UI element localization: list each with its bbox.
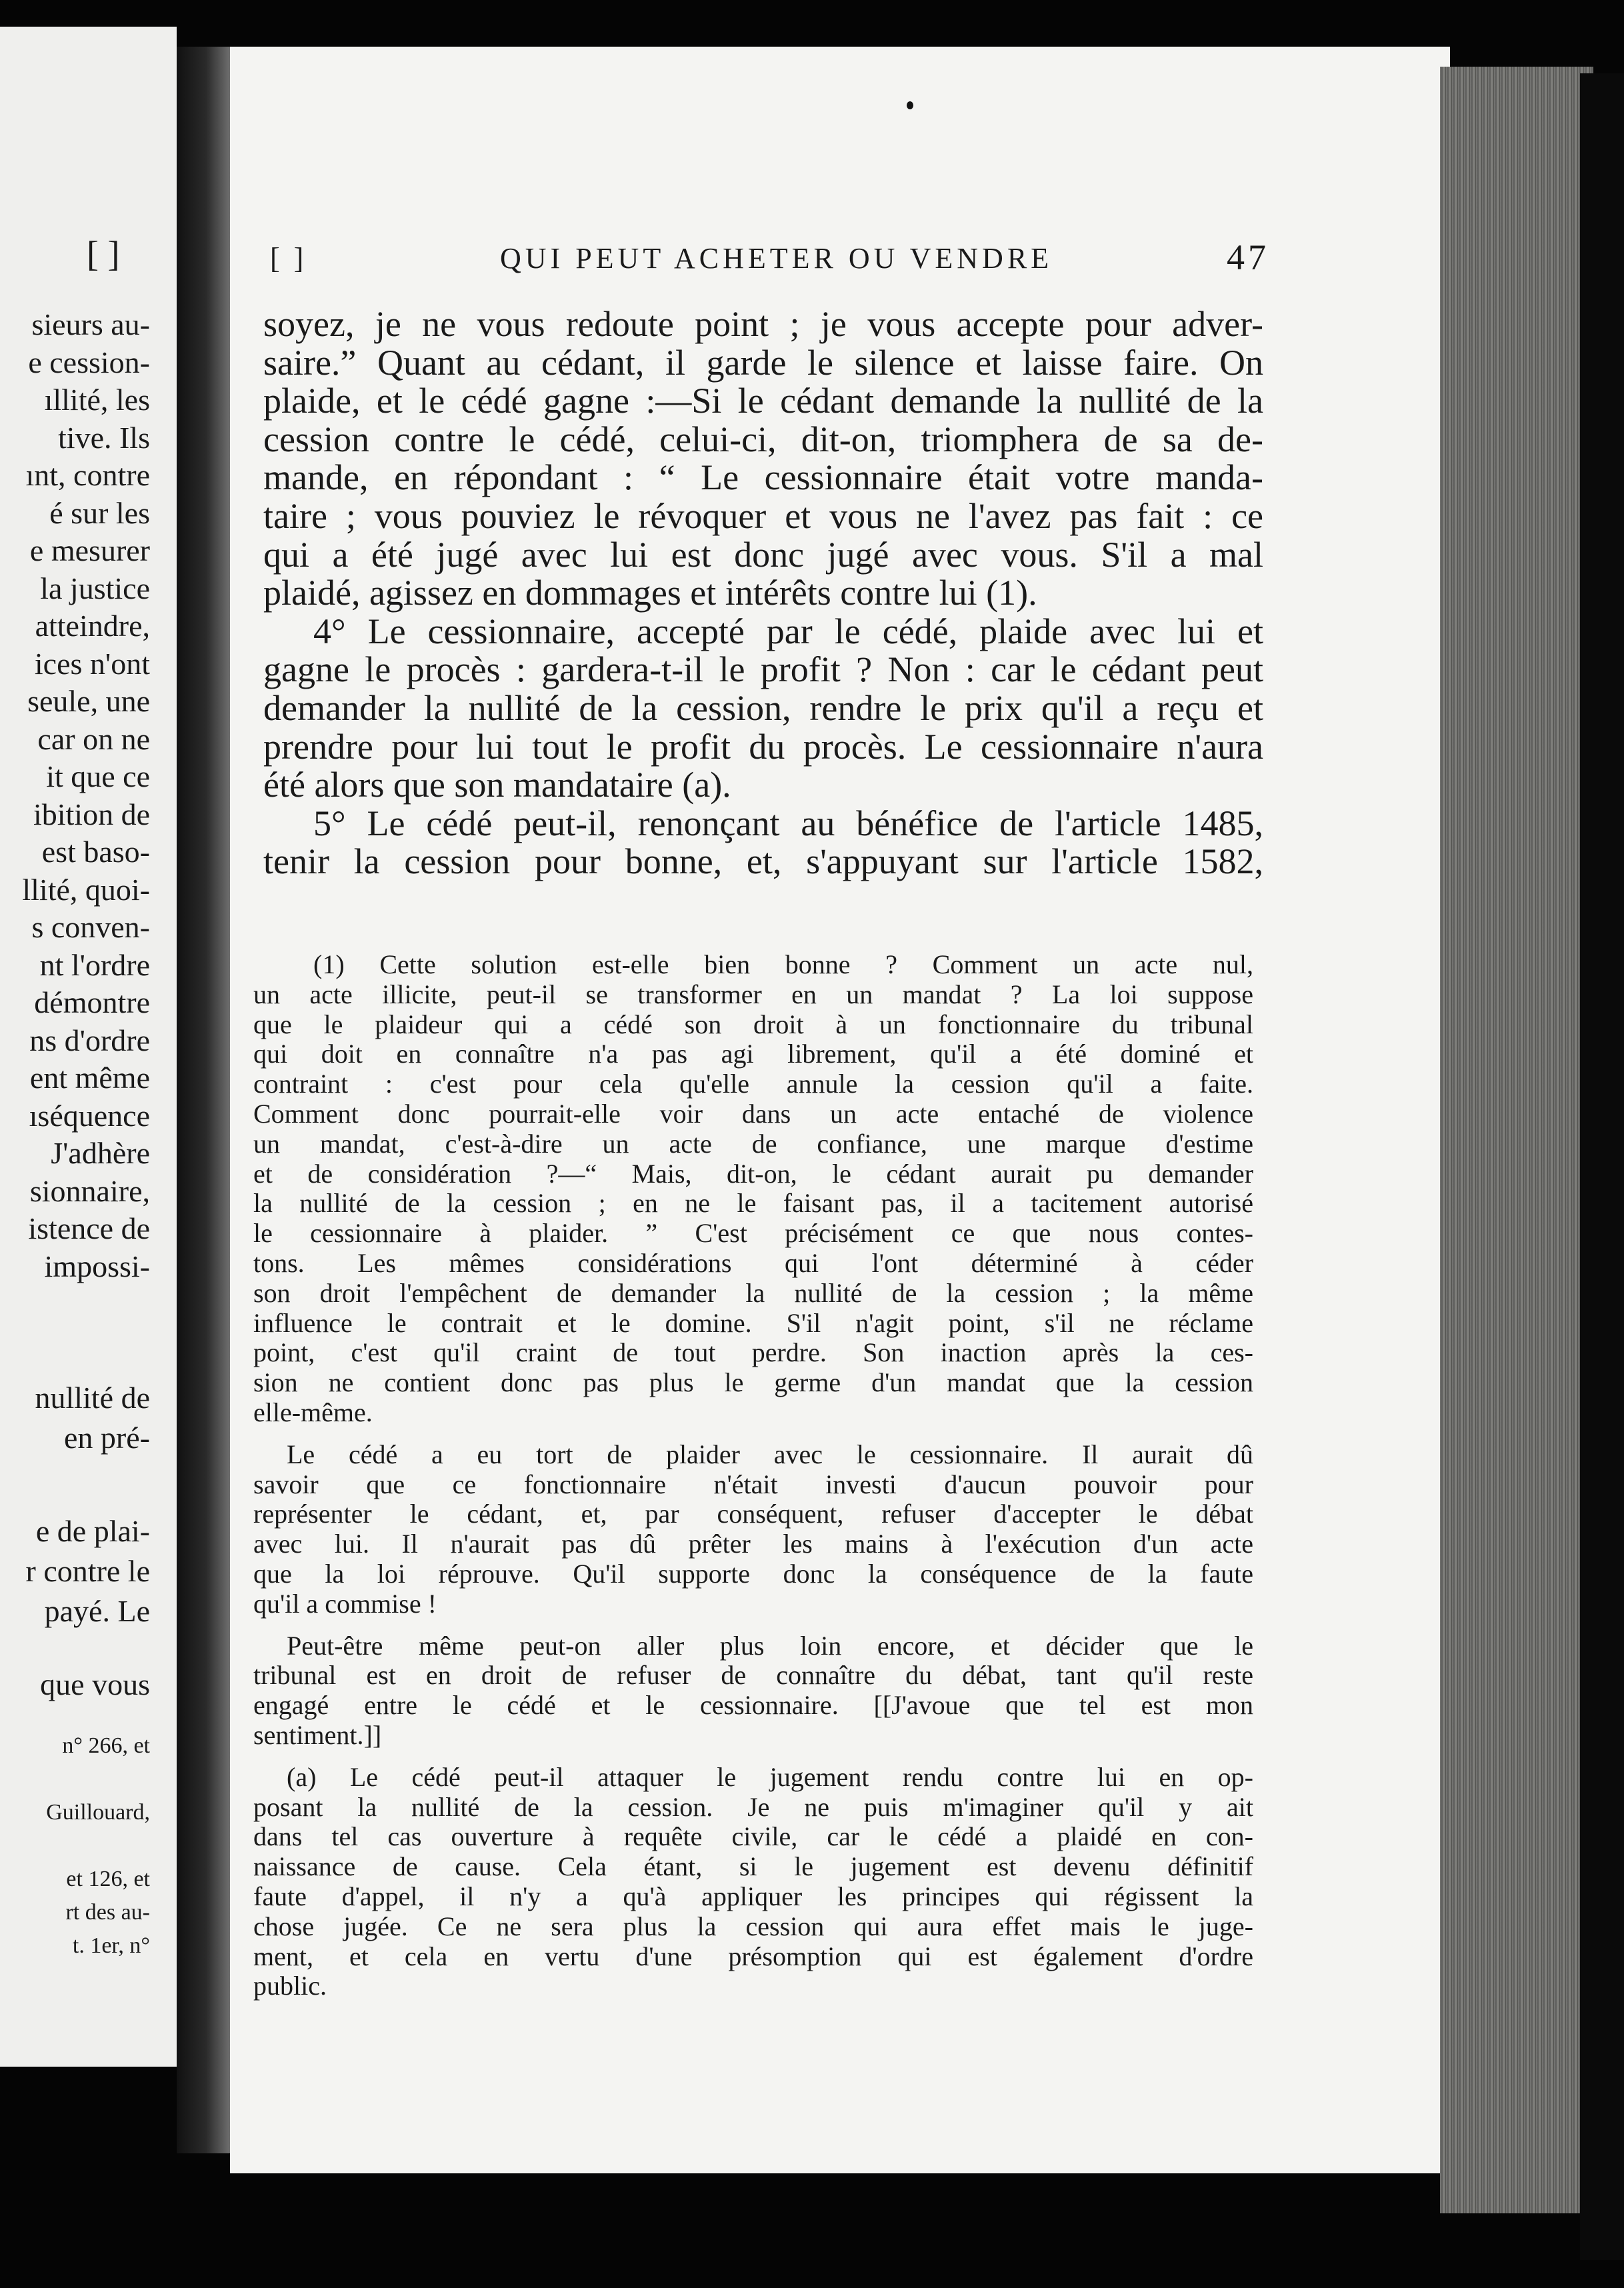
- left-page-footnote-line: et 126, et: [66, 1867, 150, 1891]
- footnote-line: avec lui. Il n'aurait pas dû prêter les mains à l'exécution d'un acte: [253, 1529, 1253, 1559]
- footnote-line: naissance de cause. Cela étant, si le jugement est devenu définitif: [253, 1851, 1253, 1882]
- body-line: taire ; vous pouviez le révoquer et vous ne l'avez pas fait : ce: [263, 496, 1263, 536]
- left-page-footnote-line: rt des au-: [65, 1900, 150, 1925]
- left-page-line: seule, une: [27, 684, 150, 718]
- header-bracket: [ ]: [270, 242, 307, 275]
- ink-speck: [907, 101, 913, 109]
- left-page-line: payé. Le: [44, 1594, 150, 1628]
- footnote-line: savoir que ce fonctionnaire n'était investi d'aucun pouvoir pour: [253, 1469, 1253, 1499]
- left-page-line: e mesurer: [29, 533, 150, 567]
- footnote-line: un mandat, c'est-à-dire un acte de confiance, une marque d'estime: [253, 1128, 1253, 1159]
- body-line: qui a été jugé avec lui est donc jugé avec vous. S'il a mal: [263, 534, 1263, 575]
- footnote-line: elle-même.: [253, 1397, 373, 1427]
- left-page-line: s conven-: [31, 910, 150, 944]
- body-line: gagne le procès : gardera-t-il le profit ? Non : car le cédant peut: [263, 649, 1263, 690]
- page-edges: [1440, 67, 1593, 2213]
- left-page-line: tive. Ils: [58, 420, 150, 455]
- left-page-footnote-line: n° 266, et: [62, 1733, 150, 1758]
- footnote-line: engagé entre le cédé et le cessionnaire. [[J'avoue que tel est mon: [253, 1690, 1253, 1721]
- body-line: plaide, et le cédé gagne :—Si le cédant demande la nullité de la: [263, 381, 1263, 421]
- footnote-line: (a) Le cédé peut-il attaquer le jugement rendu contre lui en op-: [287, 1761, 1253, 1792]
- footnote-line: son droit l'empêchent de demander la nullité de la cession ; la même: [253, 1277, 1253, 1308]
- book-edge-shadow: [1580, 73, 1624, 2260]
- left-page-line: ınt, contre: [25, 458, 150, 492]
- body-line: mande, en répondant : “ Le cessionnaire était votre manda-: [263, 457, 1263, 498]
- footnote-line: qu'il a commise !: [253, 1588, 437, 1619]
- left-page-line: sionnaire,: [29, 1173, 150, 1208]
- footnote-line: que la loi réprouve. Qu'il supporte donc la conséquence de la faute: [253, 1559, 1253, 1589]
- left-page-line: la justice: [40, 571, 150, 605]
- left-page-line: e de plai-: [35, 1514, 150, 1548]
- footnote-line: et de considération ?—“ Mais, dit-on, le cédant aurait pu demander: [253, 1158, 1253, 1189]
- body-line: cession contre le cédé, celui-ci, dit-on, triomphera de sa de-: [263, 419, 1263, 459]
- body-line: prendre pour lui tout le profit du procès. Le cessionnaire n'aura: [263, 726, 1263, 767]
- left-page-line: démontre: [34, 985, 150, 1019]
- left-page-line: e cession-: [28, 345, 150, 379]
- left-page-footnote-line: t. 1er, n°: [72, 1933, 150, 1958]
- left-page-line: nt l'ordre: [39, 947, 150, 982]
- footnote-line: le cessionnaire à plaider. ” C'est précisément ce que nous contes-: [253, 1218, 1253, 1249]
- footnote-line: tons. Les mêmes considérations qui l'ont déterminé à céder: [253, 1248, 1253, 1278]
- left-page-line: ıllité, les: [44, 383, 150, 417]
- footnote-line: (1) Cette solution est-elle bien bonne ? Comment un acte nul,: [313, 949, 1253, 979]
- footnote-line: que le plaideur qui a cédé son droit à un fonctionnaire du tribunal: [253, 1009, 1253, 1039]
- body-line: demander la nullité de la cession, rendre le prix qu'il a reçu et: [263, 688, 1263, 728]
- footnote-line: représenter le cédant, et, par conséquent, refuser d'accepter le débat: [253, 1499, 1253, 1529]
- footnote-line: dans tel cas ouverture à requête civile, car le cédé a plaidé en con-: [253, 1821, 1253, 1852]
- body-line: soyez, je ne vous redoute point ; je vous accepte pour adver-: [263, 304, 1263, 344]
- left-page-bracket: [ ]: [87, 234, 120, 274]
- left-page-line: ns d'ordre: [29, 1023, 150, 1057]
- footnote-line: posant la nullité de la cession. Je ne puis m'imaginer qu'il y ait: [253, 1791, 1253, 1822]
- page-number: 47: [1227, 237, 1269, 277]
- footnote-line: sion ne contient donc pas plus le germe d'un mandat que la cession: [253, 1367, 1253, 1398]
- footnote-line: la nullité de la cession ; en ne le faisant pas, il a tacitement autorisé: [253, 1188, 1253, 1219]
- body-line: 5° Le cédé peut-il, renonçant au bénéfice de l'article 1485,: [313, 803, 1263, 843]
- footnote-line: Le cédé a eu tort de plaider avec le cessionnaire. Il aurait dû: [287, 1439, 1253, 1469]
- footnote-line: point, c'est qu'il craint de tout perdre. Son inaction après la ces-: [253, 1337, 1253, 1368]
- left-page-line: llité, quoi-: [22, 872, 150, 907]
- footnote-line: ment, et cela en vertu d'une présomption qui est également d'ordre: [253, 1941, 1253, 1971]
- left-page-line: impossi-: [44, 1249, 150, 1283]
- running-title: QUI PEUT ACHETER OU VENDRE: [500, 242, 1053, 275]
- footnote-line: chose jugée. Ce ne sera plus la cession qui aura effet mais le juge-: [253, 1911, 1253, 1941]
- footnote-line: tribunal est en droit de refuser de connaître du débat, tant qu'il reste: [253, 1660, 1253, 1691]
- footnote-line: qui doit en connaître n'a pas agi librement, qu'il a été dominé et: [253, 1039, 1253, 1069]
- left-page-line: sieurs au-: [31, 307, 150, 341]
- left-page-line: istence de: [28, 1211, 150, 1245]
- left-page-line: ices n'ont: [34, 646, 150, 681]
- left-page-line: est baso-: [41, 835, 150, 869]
- body-line: tenir la cession pour bonne, et, s'appuyant sur l'article 1582,: [263, 841, 1263, 882]
- body-line: saire.” Quant au cédant, il garde le silence et laisse faire. On: [263, 342, 1263, 383]
- left-page-line: nullité de: [35, 1381, 150, 1415]
- left-page-line: it que ce: [46, 759, 150, 793]
- footnote-line: public.: [253, 1971, 327, 2001]
- body-line: été alors que son mandataire (a).: [263, 765, 731, 805]
- left-page-line: J'adhère: [51, 1136, 150, 1170]
- left-page-line: é sur les: [49, 495, 150, 530]
- left-page-footnote-line: Guillouard,: [46, 1800, 150, 1825]
- left-page-line: ıséquence: [29, 1098, 150, 1133]
- left-page-line: r contre le: [25, 1554, 150, 1588]
- body-line: plaidé, agissez en dommages et intérêts contre lui (1).: [263, 573, 1037, 613]
- left-page-line: que vous: [40, 1667, 150, 1701]
- footnote-line: faute d'appel, il n'y a qu'à appliquer les principes qui régissent la: [253, 1881, 1253, 1911]
- left-page-line: ibition de: [33, 797, 150, 831]
- body-line: 4° Le cessionnaire, accepté par le cédé, plaide avec lui et: [313, 611, 1263, 651]
- left-page-fragment: [0, 27, 177, 2067]
- footnote-line: Comment donc pourrait-elle voir dans un acte entaché de violence: [253, 1099, 1253, 1129]
- footnote-line: contraint : c'est pour cela qu'elle annule la cession qu'il a faite.: [253, 1069, 1253, 1099]
- footnote-line: un acte illicite, peut-il se transformer en un mandat ? La loi suppose: [253, 979, 1253, 1009]
- left-page-line: atteindre,: [35, 609, 150, 643]
- footnote-line: influence le contrait et le domine. S'il n'agit point, s'il ne réclame: [253, 1307, 1253, 1338]
- footnote-line: sentiment.]]: [253, 1720, 382, 1750]
- footnote-line: Peut-être même peut-on aller plus loin encore, et décider que le: [287, 1630, 1253, 1661]
- left-page-line: en pré-: [64, 1421, 150, 1455]
- left-page-line: ent même: [29, 1061, 150, 1095]
- left-page-line: car on ne: [37, 721, 150, 756]
